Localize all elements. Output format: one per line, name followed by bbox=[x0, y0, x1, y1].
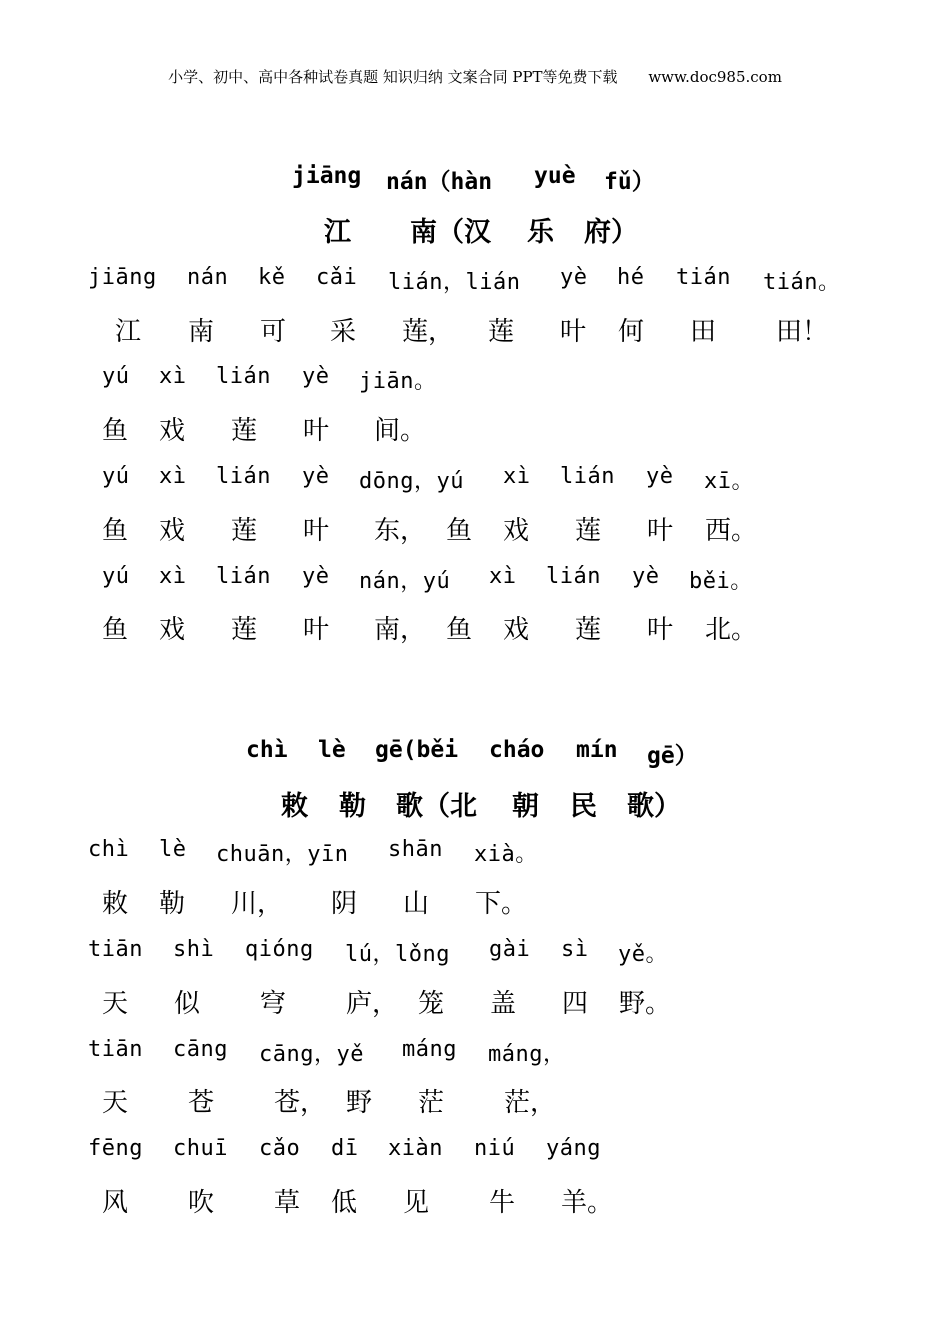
hanzi-char: 可 bbox=[260, 317, 287, 347]
hanzi-char: 叶 bbox=[647, 516, 674, 546]
pinyin-word: xì bbox=[503, 464, 531, 489]
hanzi-char: 鱼 bbox=[102, 516, 129, 546]
pinyin-word: jiāng bbox=[88, 265, 157, 290]
pinyin-word: xì bbox=[159, 464, 187, 489]
pinyin-word: gài bbox=[489, 937, 531, 962]
pinyin-word: yè bbox=[632, 564, 660, 589]
title-hanzi-word: 朝 bbox=[512, 791, 539, 822]
poem1-line1-pinyin bbox=[0, 265, 950, 295]
hanzi-char: 川， bbox=[231, 889, 284, 919]
pinyin-word: lè bbox=[159, 837, 187, 862]
pinyin-word: xì bbox=[159, 364, 187, 389]
poem2-line4 bbox=[0, 1182, 950, 1218]
title-pinyin-word: nán（hàn bbox=[386, 169, 493, 195]
title-hanzi-word: 南（汉 bbox=[410, 217, 491, 248]
hanzi-char: 戏 bbox=[159, 615, 186, 645]
pinyin-word: máng， bbox=[488, 1042, 566, 1067]
pinyin-word: shì bbox=[173, 937, 215, 962]
hanzi-char: 低 bbox=[331, 1188, 358, 1218]
title-pinyin-word: gē(běi bbox=[375, 737, 459, 763]
poem1-line2-pinyin bbox=[0, 364, 950, 394]
pinyin-word: chì bbox=[88, 837, 130, 862]
pinyin-word: běi。 bbox=[689, 569, 753, 594]
pinyin-word: kě bbox=[258, 265, 286, 290]
pinyin-word: jiān。 bbox=[359, 369, 437, 394]
hanzi-char: 四 bbox=[562, 989, 589, 1019]
hanzi-char: 见 bbox=[403, 1188, 430, 1218]
pinyin-word: lián bbox=[560, 464, 615, 489]
pinyin-word: lián bbox=[546, 564, 601, 589]
hanzi-char: 牛 bbox=[489, 1188, 516, 1218]
poem2-line2 bbox=[0, 983, 950, 1019]
poem1-line2 bbox=[0, 410, 950, 446]
pinyin-word: hé bbox=[617, 265, 645, 290]
hanzi-char: 莲 bbox=[231, 615, 258, 645]
pinyin-word: lián bbox=[216, 564, 271, 589]
page-header bbox=[0, 66, 950, 87]
pinyin-word: lián bbox=[216, 464, 271, 489]
pinyin-word: cāng bbox=[173, 1037, 228, 1062]
pinyin-word: máng bbox=[402, 1037, 457, 1062]
hanzi-char: 南， bbox=[374, 615, 427, 645]
hanzi-char: 何 bbox=[618, 317, 645, 347]
hanzi-char: 鱼 bbox=[446, 615, 473, 645]
hanzi-char: 野。 bbox=[619, 989, 672, 1019]
hanzi-char: 苍， bbox=[274, 1088, 327, 1118]
poem2-line1 bbox=[0, 883, 950, 919]
header-text: 小学、初中、高中各种试卷真题 知识归纳 文案合同 PPT等免费下载 bbox=[168, 68, 618, 86]
hanzi-char: 鱼 bbox=[102, 615, 129, 645]
title-pinyin-word: fǔ） bbox=[604, 169, 655, 195]
pinyin-word: fēng bbox=[88, 1136, 143, 1161]
hanzi-char: 戏 bbox=[503, 516, 530, 546]
pinyin-word: yè bbox=[302, 564, 330, 589]
pinyin-word: lián bbox=[216, 364, 271, 389]
pinyin-word: cǎo bbox=[259, 1136, 301, 1161]
hanzi-char: 勒 bbox=[159, 889, 186, 919]
hanzi-char: 莲 bbox=[231, 416, 258, 446]
hanzi-char: 穹 bbox=[260, 989, 287, 1019]
hanzi-char: 西。 bbox=[705, 516, 758, 546]
pinyin-word: xì bbox=[489, 564, 517, 589]
pinyin-word: xī。 bbox=[704, 469, 754, 494]
pinyin-word: shān bbox=[388, 837, 443, 862]
poem1-line3 bbox=[0, 510, 950, 546]
pinyin-word: yě。 bbox=[618, 942, 668, 967]
title-pinyin-word: chì bbox=[246, 737, 288, 763]
pinyin-word: chuān，yīn bbox=[216, 842, 349, 867]
hanzi-char: 苍 bbox=[188, 1088, 215, 1118]
hanzi-char: 草 bbox=[274, 1188, 301, 1218]
title-hanzi-word: 府） bbox=[584, 217, 638, 248]
pinyin-word: yáng bbox=[546, 1136, 601, 1161]
hanzi-char: 莲 bbox=[575, 615, 602, 645]
poem1-line4-pinyin bbox=[0, 564, 950, 594]
pinyin-word: yú bbox=[102, 564, 130, 589]
pinyin-word: dī bbox=[331, 1136, 359, 1161]
pinyin-word: tiān bbox=[88, 937, 143, 962]
poem2-line4-pinyin bbox=[0, 1136, 950, 1166]
poem2-line3 bbox=[0, 1082, 950, 1118]
hanzi-char: 笼 bbox=[418, 989, 445, 1019]
hanzi-char: 田！ bbox=[776, 317, 829, 347]
pinyin-word: nán，yú bbox=[359, 569, 451, 594]
title-hanzi-word: 民 bbox=[570, 791, 597, 822]
hanzi-char: 戏 bbox=[159, 416, 186, 446]
hanzi-char: 羊。 bbox=[561, 1188, 614, 1218]
hanzi-char: 莲， bbox=[402, 317, 455, 347]
poem2-title bbox=[0, 784, 950, 820]
hanzi-char: 间。 bbox=[374, 416, 427, 446]
hanzi-char: 庐， bbox=[346, 989, 399, 1019]
title-pinyin-word: gē） bbox=[647, 743, 698, 769]
poem2-line1-pinyin bbox=[0, 837, 950, 867]
title-hanzi-word: 江 bbox=[324, 217, 351, 248]
poem1-title-pinyin bbox=[0, 163, 950, 193]
poem2-title-pinyin bbox=[0, 737, 950, 767]
hanzi-char: 似 bbox=[174, 989, 201, 1019]
title-pinyin-word: lè bbox=[318, 737, 346, 763]
hanzi-char: 南 bbox=[188, 317, 215, 347]
hanzi-char: 阴 bbox=[331, 889, 358, 919]
pinyin-word: lú，lǒng bbox=[345, 942, 450, 967]
pinyin-word: lián，lián bbox=[388, 270, 521, 295]
pinyin-word: yú bbox=[102, 364, 130, 389]
title-hanzi-word: 歌） bbox=[627, 791, 681, 822]
hanzi-char: 莲 bbox=[488, 317, 515, 347]
pinyin-word: cǎi bbox=[316, 265, 358, 290]
hanzi-char: 江 bbox=[115, 317, 142, 347]
poem2-line3-pinyin bbox=[0, 1037, 950, 1067]
pinyin-word: yú bbox=[102, 464, 130, 489]
hanzi-char: 北。 bbox=[705, 615, 758, 645]
pinyin-word: xià。 bbox=[474, 842, 538, 867]
pinyin-word: sì bbox=[561, 937, 589, 962]
title-pinyin-word: cháo bbox=[489, 737, 545, 763]
hanzi-char: 田 bbox=[690, 317, 717, 347]
title-pinyin-word: jiāng bbox=[292, 163, 362, 189]
poem1-line1 bbox=[0, 311, 950, 347]
hanzi-char: 茫， bbox=[504, 1088, 557, 1118]
pinyin-word: qióng bbox=[245, 937, 314, 962]
poem1-line3-pinyin bbox=[0, 464, 950, 494]
pinyin-word: nán bbox=[187, 265, 229, 290]
title-pinyin-word: yuè bbox=[534, 163, 576, 189]
hanzi-char: 风 bbox=[102, 1188, 129, 1218]
hanzi-char: 叶 bbox=[647, 615, 674, 645]
poem1-title bbox=[0, 210, 950, 246]
hanzi-char: 鱼 bbox=[102, 416, 129, 446]
title-hanzi-word: 歌（北 bbox=[396, 791, 477, 822]
title-pinyin-word: mín bbox=[576, 737, 618, 763]
hanzi-char: 叶 bbox=[560, 317, 587, 347]
title-hanzi-word: 敕 bbox=[281, 791, 308, 822]
pinyin-word: niú bbox=[474, 1136, 516, 1161]
pinyin-word: xiàn bbox=[388, 1136, 443, 1161]
hanzi-char: 莲 bbox=[575, 516, 602, 546]
hanzi-char: 野 bbox=[346, 1088, 373, 1118]
pinyin-word: tián bbox=[676, 265, 731, 290]
hanzi-char: 茫 bbox=[418, 1088, 445, 1118]
poem2-line2-pinyin bbox=[0, 937, 950, 967]
pinyin-word: yè bbox=[560, 265, 588, 290]
pinyin-word: chuī bbox=[173, 1136, 228, 1161]
hanzi-char: 叶 bbox=[303, 615, 330, 645]
pinyin-word: yè bbox=[302, 464, 330, 489]
hanzi-char: 吹 bbox=[188, 1188, 215, 1218]
hanzi-char: 戏 bbox=[503, 615, 530, 645]
title-hanzi-word: 乐 bbox=[527, 217, 554, 248]
pinyin-word: yè bbox=[302, 364, 330, 389]
poem1-line4 bbox=[0, 609, 950, 645]
hanzi-char: 叶 bbox=[303, 516, 330, 546]
pinyin-word: tiān bbox=[88, 1037, 143, 1062]
header-url: www.doc985.com bbox=[648, 68, 782, 86]
pinyin-word: yè bbox=[646, 464, 674, 489]
pinyin-word: dōng，yú bbox=[359, 469, 464, 494]
hanzi-char: 山 bbox=[403, 889, 430, 919]
title-hanzi-word: 勒 bbox=[339, 791, 366, 822]
hanzi-char: 莲 bbox=[231, 516, 258, 546]
hanzi-char: 叶 bbox=[303, 416, 330, 446]
hanzi-char: 敕 bbox=[102, 889, 129, 919]
hanzi-char: 天 bbox=[102, 989, 129, 1019]
pinyin-word: cāng，yě bbox=[259, 1042, 364, 1067]
hanzi-char: 天 bbox=[102, 1088, 129, 1118]
hanzi-char: 采 bbox=[330, 317, 357, 347]
pinyin-word: xì bbox=[159, 564, 187, 589]
hanzi-char: 东， bbox=[374, 516, 427, 546]
hanzi-char: 鱼 bbox=[446, 516, 473, 546]
hanzi-char: 戏 bbox=[159, 516, 186, 546]
pinyin-word: tián。 bbox=[763, 270, 841, 295]
hanzi-char: 下。 bbox=[475, 889, 528, 919]
hanzi-char: 盖 bbox=[490, 989, 517, 1019]
